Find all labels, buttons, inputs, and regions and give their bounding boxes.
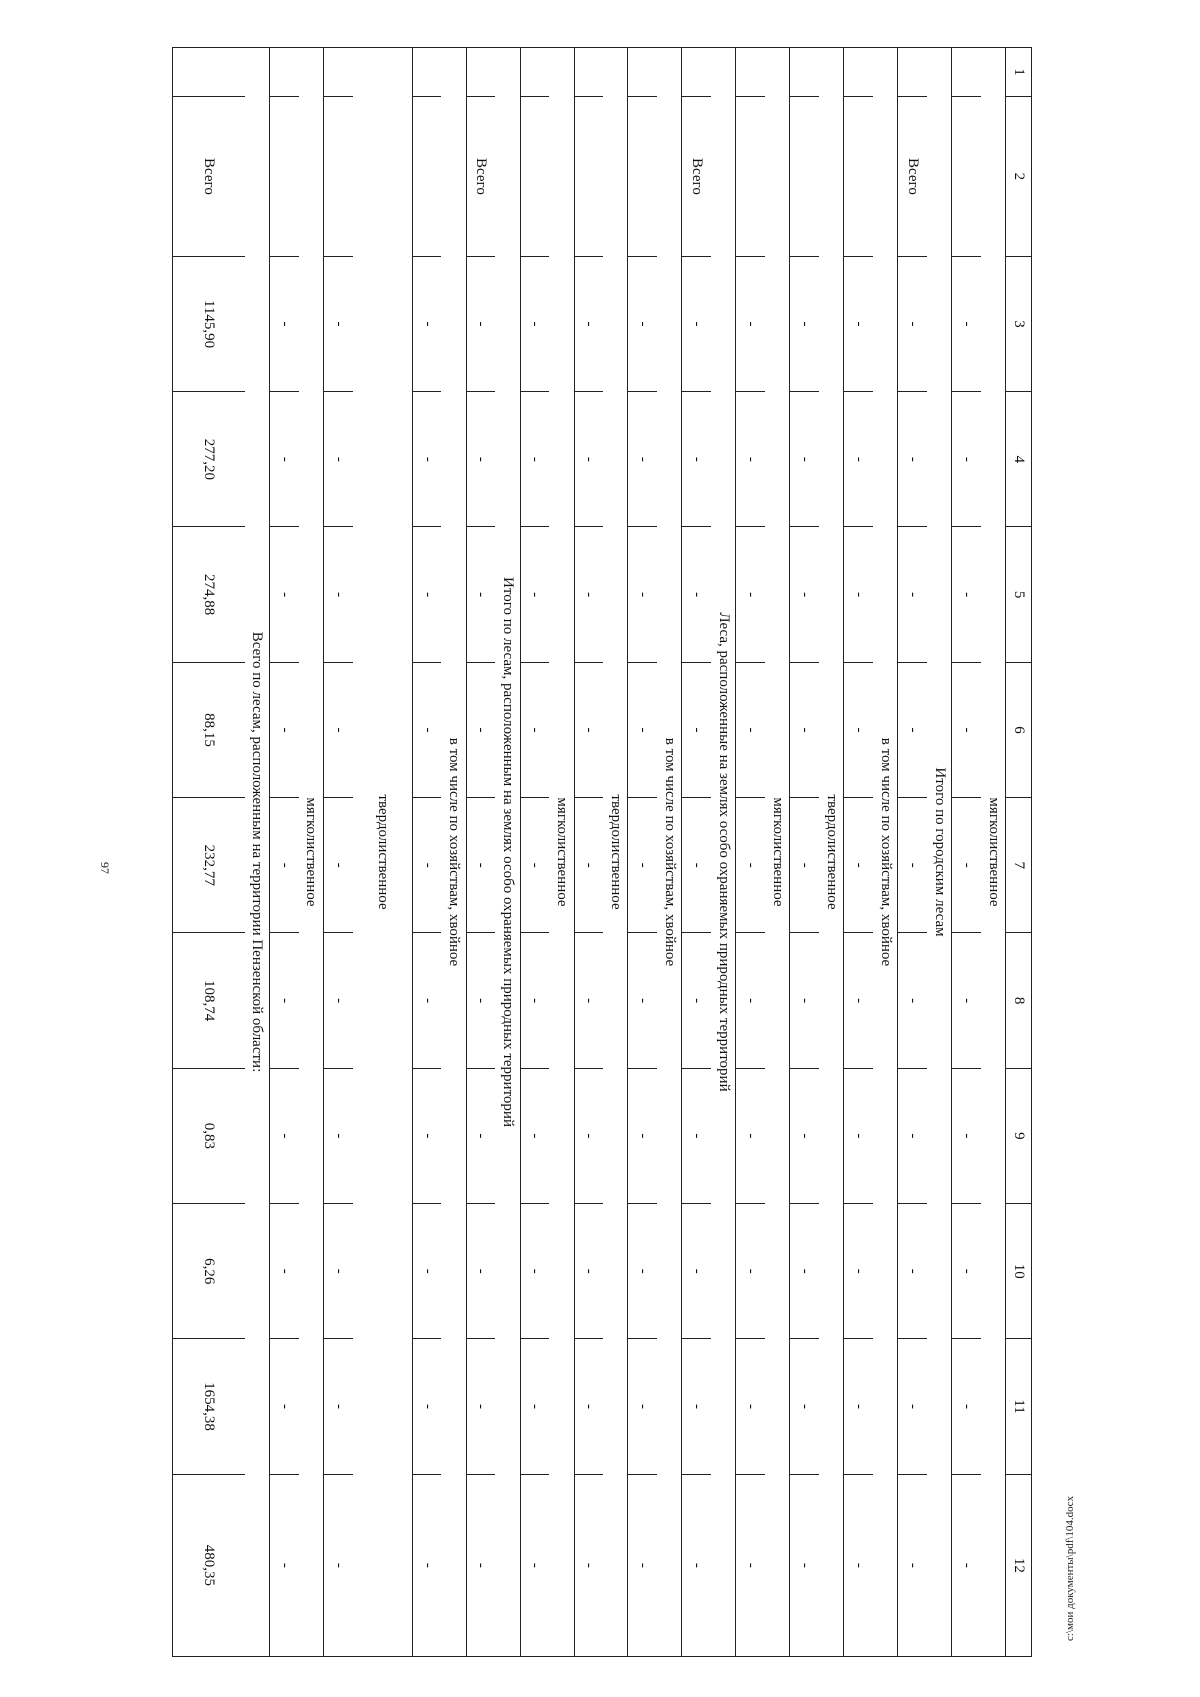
table-cell	[628, 97, 657, 257]
table-cell: -	[412, 1339, 441, 1474]
table-cell: -	[466, 1068, 495, 1203]
table-cell: -	[269, 1068, 298, 1203]
table-cell: -	[952, 256, 981, 391]
rotated-table-container	[172, 47, 1032, 1657]
total-value: 1145,90	[173, 256, 245, 391]
table-cell	[173, 48, 245, 97]
table-row	[952, 48, 981, 1657]
section-row	[299, 48, 324, 1657]
table-cell: -	[682, 662, 711, 797]
table-cell	[736, 48, 765, 97]
table-cell: -	[844, 1204, 873, 1339]
table-cell: -	[736, 256, 765, 391]
col-header: 7	[1006, 798, 1032, 933]
section-row	[765, 48, 790, 1657]
table-cell: -	[628, 1339, 657, 1474]
table-row	[898, 48, 927, 1657]
section-row	[711, 48, 736, 1657]
table-cell	[323, 48, 352, 97]
table-cell	[844, 48, 873, 97]
table-cell: -	[574, 1474, 603, 1656]
section-row	[495, 48, 520, 1657]
table-cell: -	[412, 1474, 441, 1656]
table-cell	[682, 48, 711, 97]
col-header: 3	[1006, 256, 1032, 391]
table-row	[466, 48, 495, 1657]
table-cell: -	[952, 798, 981, 933]
table-cell: -	[520, 1339, 549, 1474]
table-cell: -	[574, 392, 603, 527]
section-label: Итого по лесам, расположенным на землях особо охраняемых природных территорий	[495, 48, 520, 1657]
table-cell: -	[736, 662, 765, 797]
table-cell: -	[736, 1068, 765, 1203]
table-cell: -	[520, 256, 549, 391]
section-row	[245, 48, 270, 1657]
section-row	[603, 48, 628, 1657]
table-cell: -	[898, 527, 927, 662]
table-cell	[269, 48, 298, 97]
table-cell: -	[952, 933, 981, 1068]
table-cell: -	[412, 256, 441, 391]
section-label: твердолиственное	[353, 48, 413, 1657]
table-cell: -	[952, 527, 981, 662]
table-cell: -	[412, 527, 441, 662]
table-cell	[952, 48, 981, 97]
table-cell: -	[790, 256, 819, 391]
table-cell: -	[412, 662, 441, 797]
table-cell: -	[790, 392, 819, 527]
section-row	[549, 48, 574, 1657]
table-cell: -	[898, 392, 927, 527]
table-cell: -	[412, 933, 441, 1068]
table-cell: -	[466, 798, 495, 933]
table-cell	[466, 48, 495, 97]
section-label: Леса, расположенные на землях особо охраняемых природных территорий	[711, 48, 736, 1657]
table-cell: -	[736, 1204, 765, 1339]
table-cell: -	[898, 662, 927, 797]
table-cell: -	[323, 1339, 352, 1474]
table-cell: -	[323, 933, 352, 1068]
table-cell: -	[844, 798, 873, 933]
table-cell	[269, 97, 298, 257]
total-value: 108,74	[173, 933, 245, 1068]
table-cell: -	[628, 1204, 657, 1339]
forest-data-table	[172, 47, 1032, 1657]
table-cell: -	[790, 1474, 819, 1656]
section-label: в том числе по хозяйствам, хвойное	[657, 48, 682, 1657]
table-cell	[520, 97, 549, 257]
col-header: 2	[1006, 97, 1032, 257]
table-cell: -	[628, 256, 657, 391]
section-row	[441, 48, 466, 1657]
table-row	[628, 48, 657, 1657]
section-label: Всего по лесам, расположенным на территории Пензенской области:	[245, 48, 270, 1657]
table-cell: -	[574, 527, 603, 662]
col-header: 4	[1006, 392, 1032, 527]
section-label: Итого по городским лесам	[927, 48, 952, 1657]
table-cell: -	[844, 256, 873, 391]
table-row	[520, 48, 549, 1657]
table-cell: -	[898, 1474, 927, 1656]
table-cell: -	[628, 1068, 657, 1203]
table-cell: -	[898, 256, 927, 391]
table-cell: -	[520, 662, 549, 797]
section-row	[927, 48, 952, 1657]
table-cell: -	[898, 1339, 927, 1474]
table-cell	[412, 97, 441, 257]
table-cell: -	[790, 798, 819, 933]
total-value: 277,20	[173, 392, 245, 527]
table-cell: -	[844, 1474, 873, 1656]
table-cell: -	[323, 662, 352, 797]
data-table-wrapper	[172, 47, 1032, 1657]
table-cell: -	[466, 1474, 495, 1656]
total-value: 274,88	[173, 527, 245, 662]
table-cell: -	[269, 1204, 298, 1339]
table-cell: -	[682, 527, 711, 662]
section-row	[981, 48, 1006, 1657]
table-cell: -	[574, 1339, 603, 1474]
table-cell: -	[844, 662, 873, 797]
table-cell: -	[269, 662, 298, 797]
section-row	[353, 48, 413, 1657]
col-header: 6	[1006, 662, 1032, 797]
table-cell: -	[520, 527, 549, 662]
table-cell: -	[574, 798, 603, 933]
page-number: 97	[98, 862, 112, 874]
table-cell: -	[412, 1068, 441, 1203]
table-row	[412, 48, 441, 1657]
table-row	[682, 48, 711, 1657]
table-cell: -	[952, 1474, 981, 1656]
table-cell: -	[682, 392, 711, 527]
table-cell: -	[790, 662, 819, 797]
table-cell: -	[574, 1204, 603, 1339]
table-row	[269, 48, 298, 1657]
table-cell: -	[952, 1204, 981, 1339]
table-row	[736, 48, 765, 1657]
section-label: твердолиственное	[603, 48, 628, 1657]
table-cell: -	[844, 1068, 873, 1203]
table-cell: -	[628, 1474, 657, 1656]
table-cell: -	[736, 798, 765, 933]
row-label: Всего	[898, 97, 927, 257]
table-cell: -	[628, 527, 657, 662]
table-cell: -	[412, 798, 441, 933]
table-cell	[790, 48, 819, 97]
table-cell: -	[323, 1474, 352, 1656]
table-cell: -	[574, 933, 603, 1068]
table-cell: -	[466, 662, 495, 797]
table-cell: -	[269, 527, 298, 662]
table-cell	[520, 48, 549, 97]
table-cell: -	[736, 933, 765, 1068]
table-cell: -	[952, 1339, 981, 1474]
table-cell: -	[269, 256, 298, 391]
table-cell	[790, 97, 819, 257]
table-cell: -	[323, 798, 352, 933]
table-cell: -	[520, 1204, 549, 1339]
header-row	[1006, 48, 1032, 1657]
table-cell: -	[520, 798, 549, 933]
table-cell: -	[790, 933, 819, 1068]
col-header: 5	[1006, 527, 1032, 662]
table-cell: -	[520, 1068, 549, 1203]
table-cell: -	[628, 662, 657, 797]
table-cell: -	[323, 392, 352, 527]
table-cell: -	[952, 392, 981, 527]
table-cell: -	[736, 1339, 765, 1474]
table-cell: -	[844, 527, 873, 662]
table-cell: -	[574, 256, 603, 391]
table-cell: -	[269, 933, 298, 1068]
section-label: в том числе по хозяйствам, хвойное	[873, 48, 898, 1657]
table-cell: -	[844, 392, 873, 527]
table-cell: -	[466, 256, 495, 391]
table-cell: -	[323, 1204, 352, 1339]
table-cell: -	[790, 1204, 819, 1339]
table-cell: -	[269, 798, 298, 933]
table-cell: -	[736, 1474, 765, 1656]
table-cell: -	[844, 1339, 873, 1474]
section-label: твердолиственное	[819, 48, 844, 1657]
table-cell: -	[269, 392, 298, 527]
table-cell	[844, 97, 873, 257]
table-cell: -	[682, 1068, 711, 1203]
table-cell	[574, 48, 603, 97]
col-header: 10	[1006, 1204, 1032, 1339]
table-cell: -	[628, 798, 657, 933]
table-cell: -	[269, 1339, 298, 1474]
table-cell: -	[790, 1339, 819, 1474]
table-cell: -	[574, 1068, 603, 1203]
col-header: 11	[1006, 1339, 1032, 1474]
table-row	[844, 48, 873, 1657]
table-row	[790, 48, 819, 1657]
table-cell: -	[520, 392, 549, 527]
total-value: 232,77	[173, 798, 245, 933]
table-cell: -	[682, 933, 711, 1068]
table-cell: -	[898, 933, 927, 1068]
table-cell: -	[682, 1474, 711, 1656]
table-row	[323, 48, 352, 1657]
table-cell: -	[574, 662, 603, 797]
col-header: 9	[1006, 1068, 1032, 1203]
table-cell: -	[790, 527, 819, 662]
table-cell: -	[323, 527, 352, 662]
table-cell	[736, 97, 765, 257]
table-cell: -	[412, 1204, 441, 1339]
table-cell: -	[466, 392, 495, 527]
row-label: Всего	[466, 97, 495, 257]
section-label: мягколиственное	[765, 48, 790, 1657]
section-row	[819, 48, 844, 1657]
table-cell	[323, 97, 352, 257]
grand-total-row	[173, 48, 245, 1657]
table-cell: -	[682, 798, 711, 933]
section-label: в том числе по хозяйствам, хвойное	[441, 48, 466, 1657]
row-label: Всего	[173, 97, 245, 257]
table-cell: -	[323, 256, 352, 391]
table-cell: -	[898, 1204, 927, 1339]
col-header: 1	[1006, 48, 1032, 97]
table-cell: -	[269, 1474, 298, 1656]
col-header: 12	[1006, 1474, 1032, 1656]
table-cell: -	[844, 933, 873, 1068]
table-cell	[412, 48, 441, 97]
col-header: 8	[1006, 933, 1032, 1068]
table-cell: -	[412, 392, 441, 527]
table-cell	[628, 48, 657, 97]
total-value: 6,26	[173, 1204, 245, 1339]
table-cell: -	[952, 662, 981, 797]
table-cell: -	[466, 933, 495, 1068]
table-row	[574, 48, 603, 1657]
table-cell: -	[520, 1474, 549, 1656]
table-cell: -	[682, 1204, 711, 1339]
table-cell: -	[682, 1339, 711, 1474]
table-cell	[898, 48, 927, 97]
table-cell: -	[628, 392, 657, 527]
section-row	[873, 48, 898, 1657]
table-cell: -	[790, 1068, 819, 1203]
table-cell: -	[323, 1068, 352, 1203]
section-label: мягколиственное	[299, 48, 324, 1657]
table-cell	[952, 97, 981, 257]
file-path-footer: c:\мои документы\pdf\104.docx	[1064, 1495, 1076, 1641]
table-cell	[574, 97, 603, 257]
table-cell: -	[628, 933, 657, 1068]
table-cell: -	[682, 256, 711, 391]
table-cell: -	[466, 527, 495, 662]
section-label: мягколиственное	[981, 48, 1006, 1657]
total-value: 480,35	[173, 1474, 245, 1656]
table-cell: -	[520, 933, 549, 1068]
table-cell: -	[736, 527, 765, 662]
table-cell: -	[898, 1068, 927, 1203]
section-label: мягколиственное	[549, 48, 574, 1657]
table-cell: -	[736, 392, 765, 527]
total-value: 1654,38	[173, 1339, 245, 1474]
table-cell: -	[952, 1068, 981, 1203]
table-cell: -	[898, 798, 927, 933]
table-cell: -	[466, 1204, 495, 1339]
total-value: 0,83	[173, 1068, 245, 1203]
row-label: Всего	[682, 97, 711, 257]
total-value: 88,15	[173, 662, 245, 797]
table-cell: -	[466, 1339, 495, 1474]
section-row	[657, 48, 682, 1657]
